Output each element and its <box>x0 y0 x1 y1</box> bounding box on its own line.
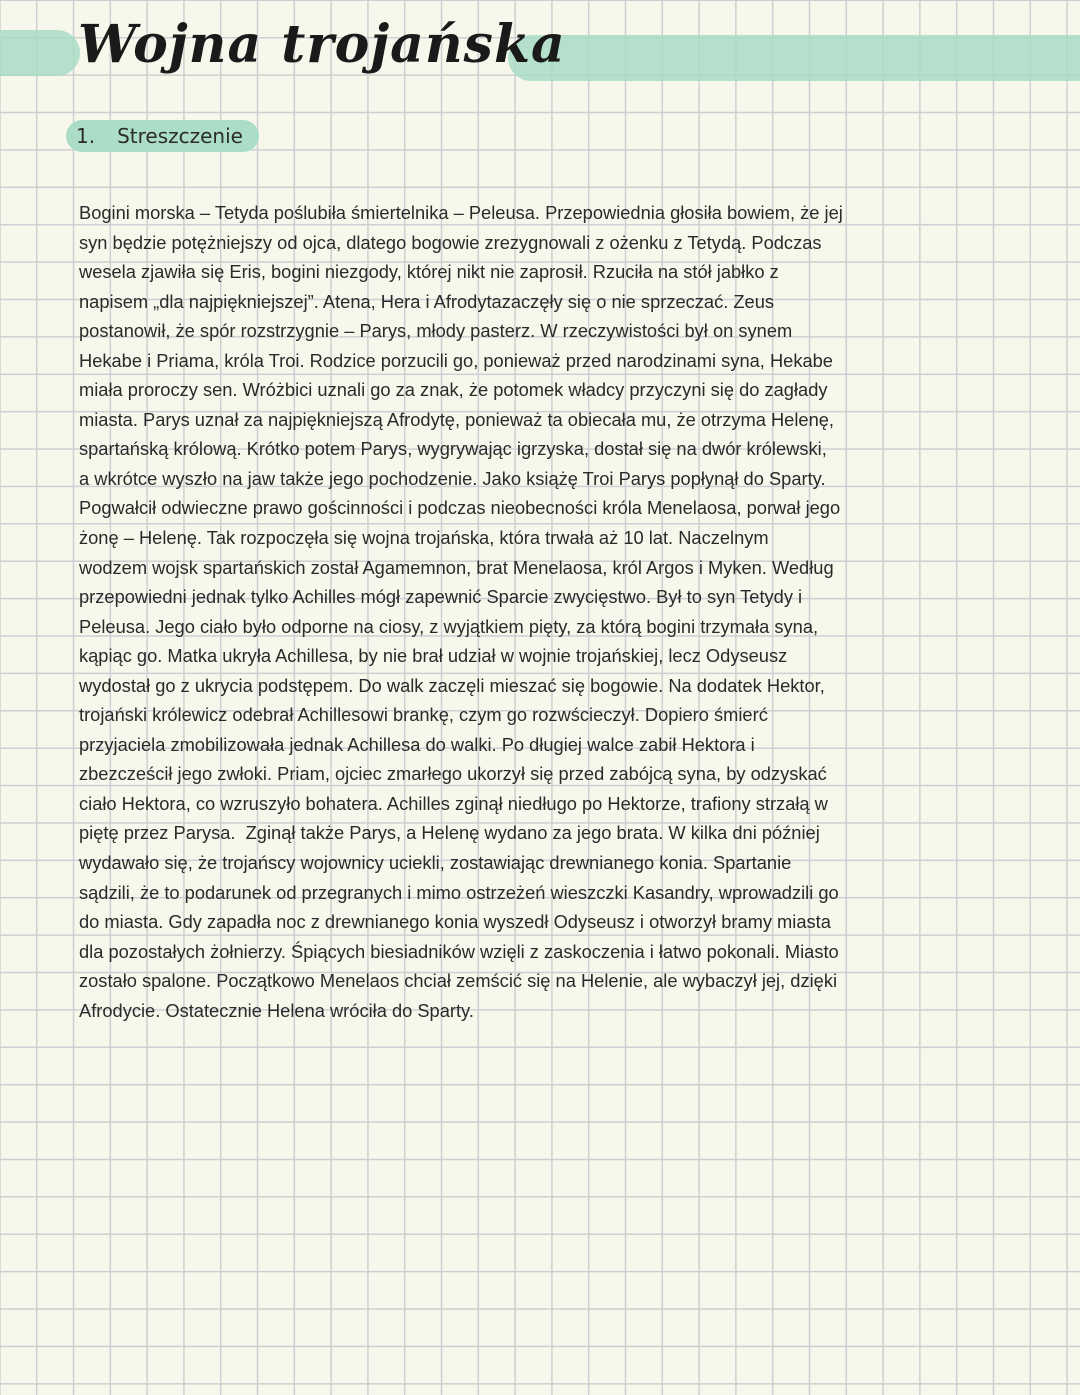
text-line: syn będzie potężniejszy od ojca, dlatego bogowie zrezygnowali z ożenku z Tetydą. Podczas <box>79 231 822 253</box>
text-line: wydawało się, że trojańscy wojownicy uciekli, zostawiając drewnianego konia. Spartanie <box>79 852 792 874</box>
text-line: a wkrótce wyszło na jaw także jego pochodzenie. Jako książę Troi Parys popłynął do Sparty. <box>79 467 826 489</box>
page-title: Wojna trojańska <box>78 14 566 75</box>
text-line: zbezcześcił jego zwłoki. Priam, ojciec zmarłego ukorzył się przed zabójcą syna, by odzyskać <box>79 763 827 785</box>
text-line: żonę – Helenę. Tak rozpoczęła się wojna trojańska, która trwała aż 10 lat. Naczelnym <box>79 527 769 549</box>
section-number: 1. <box>76 124 96 148</box>
text-line: ciało Hektora, co wzruszyło bohatera. Achilles zginął niedługo po Hektorze, trafiony strzałą w <box>79 792 828 814</box>
text-line: Bogini morska – Tetyda poślubiła śmiertelnika – Peleusa. Przepowiednia głosiła bowiem, że jej <box>79 202 843 223</box>
text-line: wodzem wojsk spartańskich został Agamemnon, brat Menelaosa, król Argos i Myken. Według <box>79 556 834 578</box>
text-line: zostało spalone. Początkowo Menelaos chciał zemścić się na Helenie, ale wybaczył jej, dzięki <box>79 970 838 992</box>
text-line: Hekabe i Priama, króla Troi. Rodzice porzucili go, ponieważ przed narodzinami syna, Hekabe <box>79 349 833 371</box>
title-highlight-left <box>0 30 80 76</box>
text-line: Peleusa. Jego ciało było odporne na ciosy, z wyjątkiem pięty, za którą bogini trzymała syna, <box>79 615 819 637</box>
text-line: kąpiąc go. Matka ukryła Achillesa, by nie brał udział w wojnie trojańskiej, lecz Odyseusz <box>79 645 788 667</box>
summary-text <box>79 198 843 1025</box>
title-highlight-right <box>508 35 1080 81</box>
text-line: wydostał go z ukrycia podstępem. Do walk zaczęli mieszać się bogowie. Na dodatek Hektor, <box>79 674 825 696</box>
text-line: przepowiedni jednak tylko Achilles mógł zapewnić Sparcie zwycięstwo. Był to syn Tetydy i <box>79 586 803 608</box>
text-line: Afrodycie. Ostatecznie Helena wróciła do Sparty. <box>79 999 474 1021</box>
text-line: spartańską królową. Krótko potem Parys, wygrywając igrzyska, dostał się na dwór królewski, <box>79 438 827 460</box>
text-line: Pogwałcił odwieczne prawo gościnności i podczas nieobecności króla Menelaosa, porwał jego <box>79 497 841 519</box>
text-line: do miasta. Gdy zapadła noc z drewnianego konia wyszedł Odyseusz i otworzył bramy miasta <box>79 911 831 933</box>
section-heading <box>66 120 259 152</box>
text-line: dla pozostałych żołnierzy. Śpiących biesiadników wzięli z zaskoczenia i łatwo pokonali. Miasto <box>79 940 839 962</box>
text-line: piętę przez Parysa. Zginął także Parys, a Helenę wydano za jego brata. W kilka dni później <box>79 822 820 844</box>
text-line: trojański królewicz odebrał Achillesowi brankę, czym go rozwścieczył. Dopiero śmierć <box>79 704 768 726</box>
text-line: wesela zjawiła się Eris, bogini niezgody, której nikt nie zaprosił. Rzuciła na stół jabłko z <box>79 261 779 283</box>
text-line: przyjaciela zmobilizowała jednak Achillesa do walki. Po długiej walce zabił Hektora i <box>79 733 755 755</box>
text-line: postanowił, że spór rozstrzygnie – Parys, młody pasterz. W rzeczywistości był on synem <box>79 320 793 342</box>
text-line: miasta. Parys uznał za najpiękniejszą Afrodytę, ponieważ ta obiecała mu, że otrzyma Helenę, <box>79 408 834 430</box>
section-label: Streszczenie <box>117 124 243 148</box>
text-line: napisem „dla najpiękniejszej”. Atena, Hera i Afrodytazaczęły się o nie sprzeczać. Zeus <box>79 290 775 312</box>
text-line: sądzili, że to podarunek od przegranych i mimo ostrzeżeń wieszczki Kasandry, wprowadzili go <box>79 881 839 903</box>
text-line: miała proroczy sen. Wróżbici uznali go za znak, że potomek władcy przyczyni się do zagłady <box>79 379 828 401</box>
